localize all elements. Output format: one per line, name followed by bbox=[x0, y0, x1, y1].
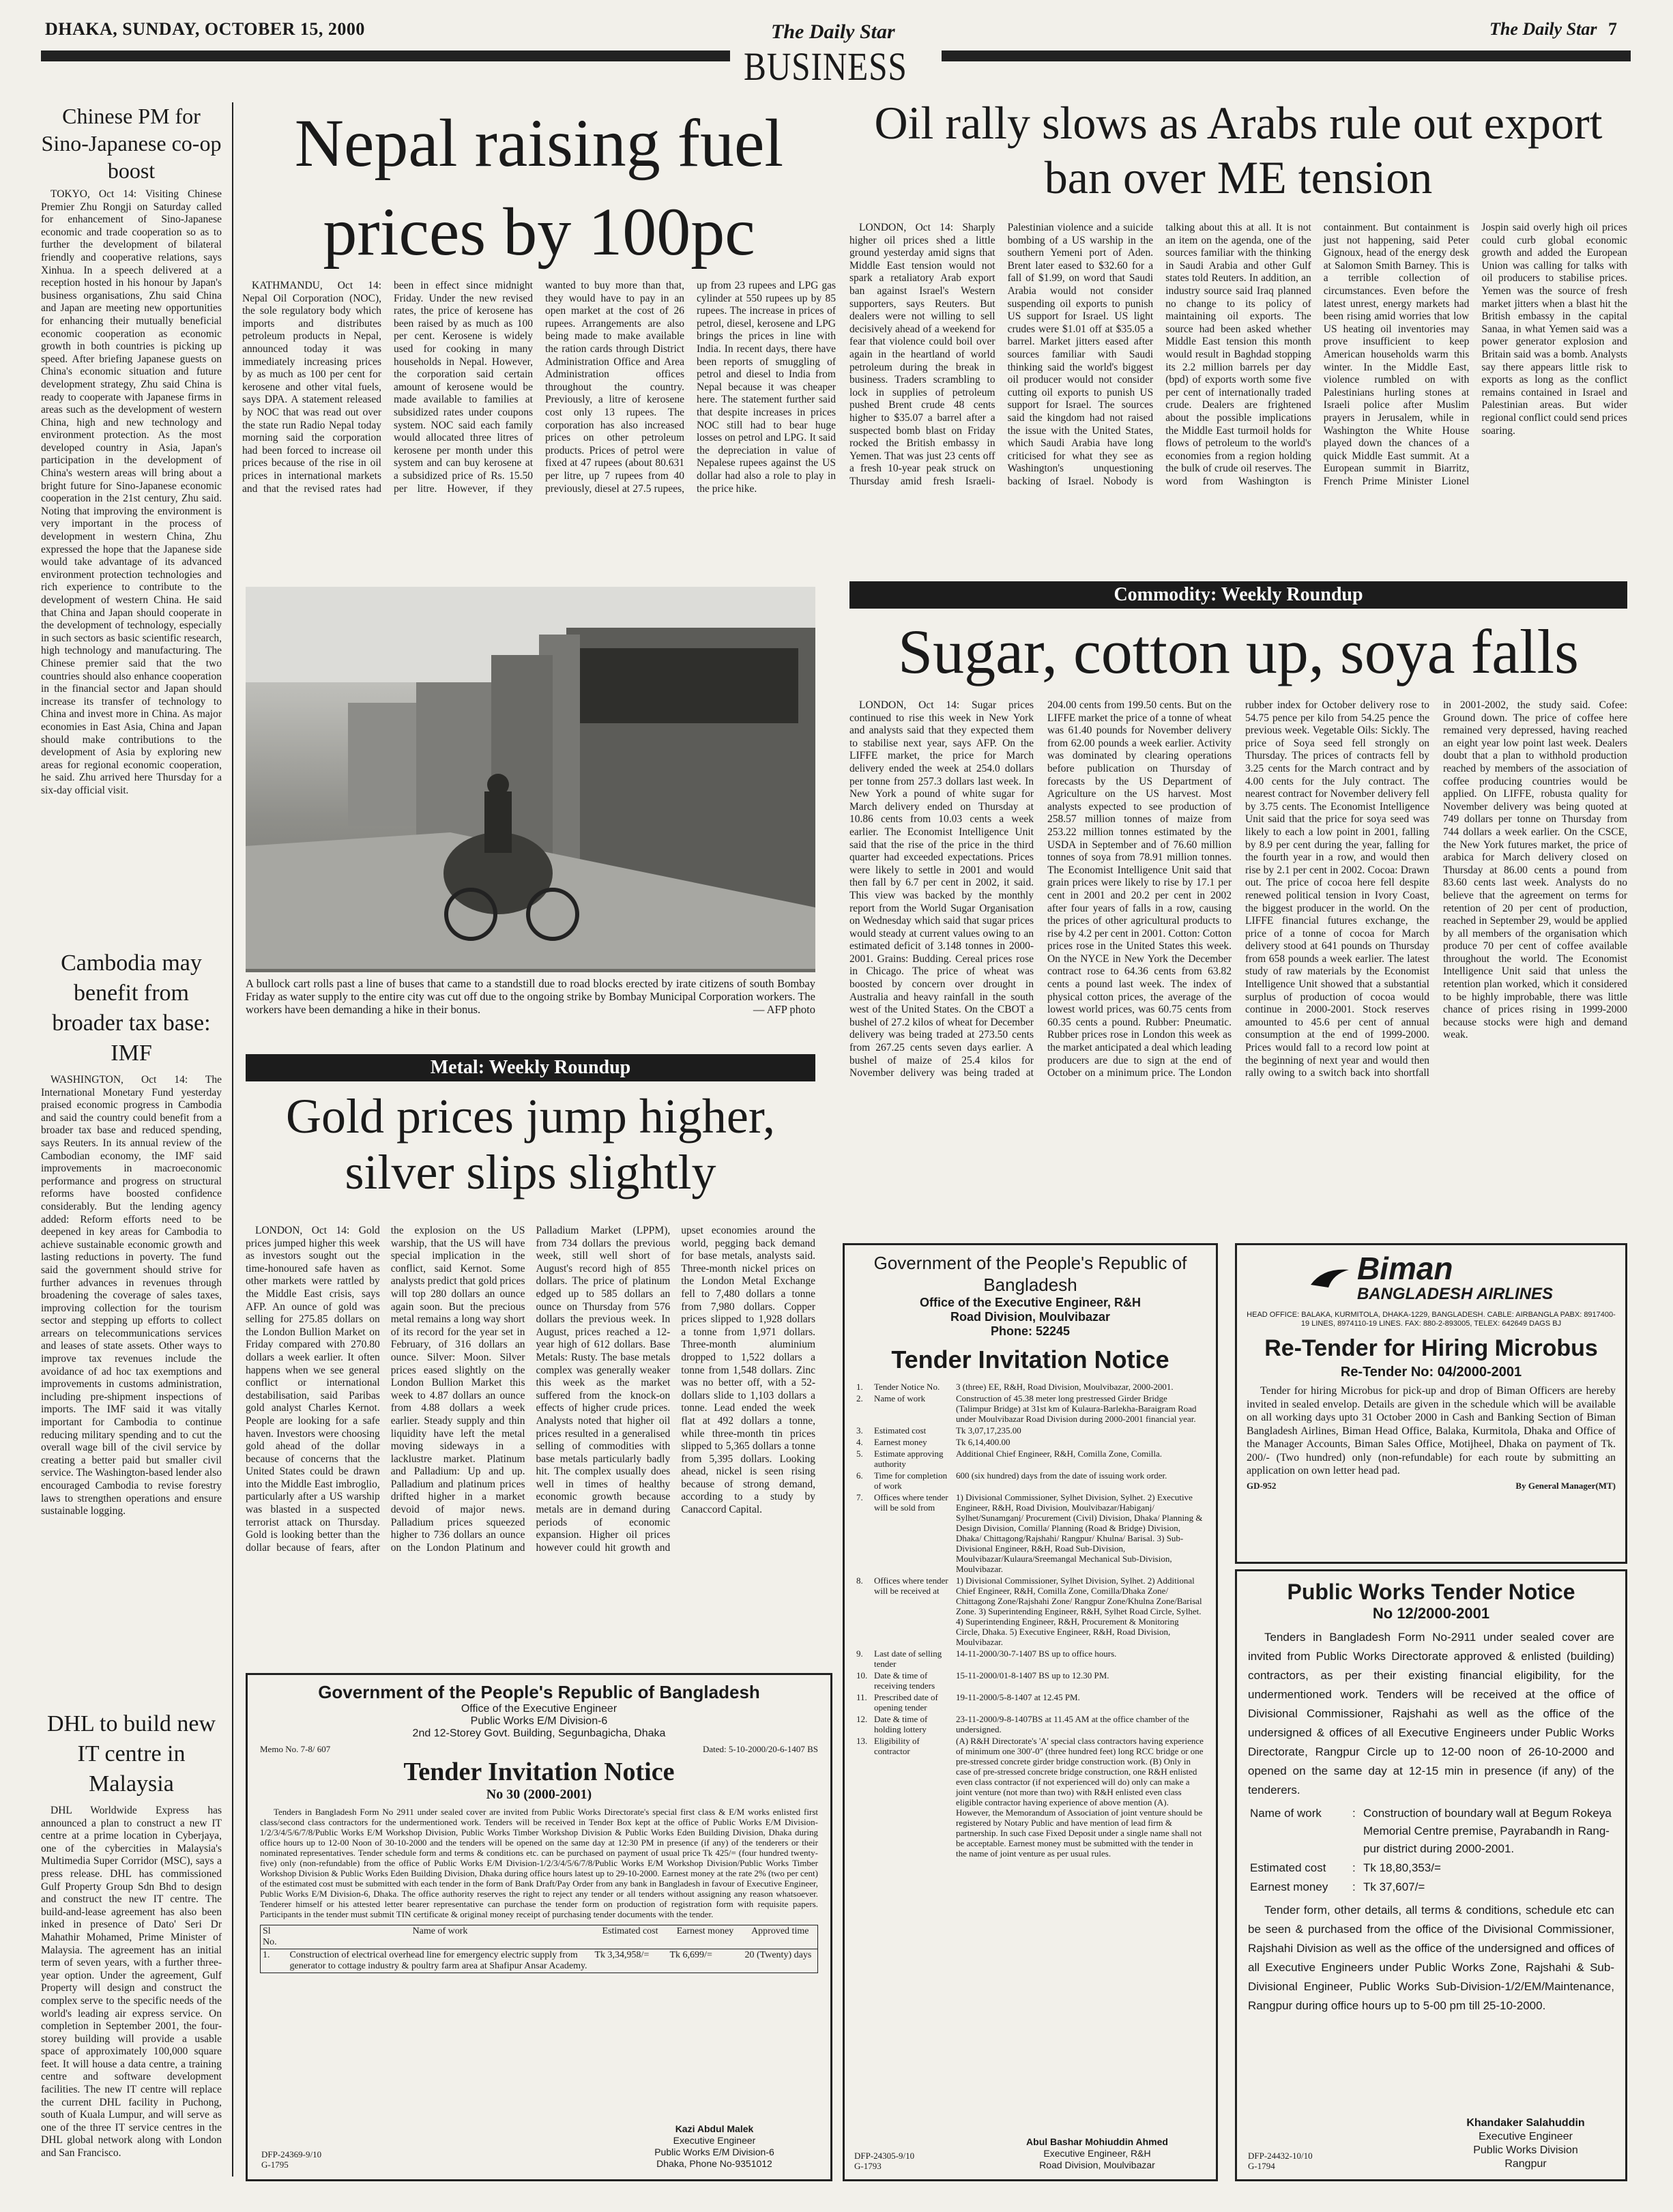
t1-number: No 30 (2000-2001) bbox=[486, 1787, 592, 1802]
t2-cell-label: Eligibility of contractor bbox=[874, 1736, 920, 1756]
pwd-cell-label: Earnest money bbox=[1250, 1880, 1328, 1893]
biman-address: HEAD OFFICE: BALAKA, KURMITOLA, DHAKA-1229, BANGLADESH. CABLE: AIRBANGLA PABX: 8917400-19 LINES, 8974110-19 LINES. FAX: 880-2-893005, TELEX: 642649 DAGS BJ bbox=[1247, 1311, 1616, 1328]
pwd-signature bbox=[1437, 2116, 1614, 2171]
t1-sign-phone: Dhaka, Phone No-9351012 bbox=[656, 2158, 772, 2169]
pwd-cell-label: Name of work bbox=[1250, 1807, 1322, 1820]
t2-cell-label: Offices where tender will be received at bbox=[874, 1575, 948, 1596]
dhl-headline: DHL to build new IT centre in Malaysia bbox=[46, 1711, 216, 1796]
t2-ref1: DFP-24305-9/10 bbox=[854, 2151, 915, 2161]
biman-footer bbox=[1247, 1481, 1616, 1491]
biman-logo bbox=[1247, 1252, 1616, 1304]
t2-cell-label: Date & time of receiving tenders bbox=[874, 1670, 935, 1691]
t2-cell-value: Construction of 45.38 meter long prestressed Girder Bridge (Talimpur Bridge) at 31st km of Kulaura-Barlekha-Baraigram Road under Moulvibazar Road Division during 2000-2001 financial year. bbox=[956, 1393, 1197, 1424]
paper-name: The Daily Star bbox=[771, 20, 895, 43]
t2-cell-value: (A) R&H Directorate's 'A' special class contractors having experience of minimum one 300'-0" (three hundred feet) long RCC bridge or one pre-stressed concrete girder bridge construction work. (B) Only in case of pre-stressed concrete bridge construction, one R&H enlisted even class contractor (if not experienced will do) only can make a joint venture (not more than two) with R&H enlisted even class eligible contractor having experience of above mention (A). However, the Memorandum of Association of joint venture should be registered by Notary Public and have mention of lead firm & partnership. In such case Fixed Deposit under a single name shall not be acceptable. Earnest money must be submitted with the tender in the name of joint venture as per usual rules. bbox=[956, 1736, 1204, 1859]
table-row bbox=[854, 1648, 1206, 1670]
biman-stork-icon bbox=[1309, 1264, 1350, 1292]
table-row bbox=[854, 1448, 1206, 1470]
t2-signer: Abul Bashar Mohiuddin Ahmed bbox=[1026, 2136, 1168, 2147]
t1-title: Tender Invitation Notice bbox=[403, 1758, 675, 1786]
china-body: TOKYO, Oct 14: Visiting Chinese Premier Zhu Rongji on Saturday called for enhancement of Sino-Japanese economic and trade cooperation so as to further the development of bilateral friendly and cooperative relations, says Xinhua. In a speech delivered at a reception hosted in his honour by Japan's business organisations, Zhu said China and Japan are meeting new opportunities for enhancing their mutually beneficial economic cooperation as economic growth in both countries is picking up speed. After briefing Japanese guests on China's economic situation and future development strategy, Zhu said China is ready to cooperate with Japanese firms in areas such as the development of western China, high and new technology and environment protection. As the most developed country in Asia, Japan's participation in the development of China's western areas will bring about a bright future for Sino-Japanese economic cooperation in the 21st century, Zhu said. Noting that improving the environment is very important in the process of development in western China, Zhu expressed the hope that the Japanese side would take advantage of its advanced environment protection technologies and rich experience to contribute to the development of western China. He said that China and Japan should cooperate in the development of technology, especially in such sectors as basic scientific research, high technology and manufacturing. The Chinese premier said that the two countries should also enhance cooperation in the financial sector and Japan should increase its transfer of technology to China and invest more in China. As major economies in East Asia, China and Japan should make contributions to the development of Asia by exploring new areas for regional economic cooperation, he said. Zhu arrived here Thursday for a six-day official visit. bbox=[41, 188, 222, 796]
table-row bbox=[854, 1691, 1206, 1713]
oil-body-wrap bbox=[849, 222, 1627, 563]
t1-cell-earnest: Tk 6,699/= bbox=[669, 1950, 712, 1960]
t2-cell-value: Tk 6,14,400.00 bbox=[956, 1437, 1010, 1447]
t1-cell-work: Construction of electrical overhead line for emergency electric supply from generator to cottage industry & poultry farm area at Shafipur Ansar Academy. bbox=[289, 1950, 587, 1971]
masthead-rule-right bbox=[942, 50, 1631, 61]
pwd-signer: Khandaker Salahuddin bbox=[1466, 2117, 1585, 2129]
t2-cell-no: 13. bbox=[856, 1736, 868, 1746]
table-row bbox=[854, 1393, 1206, 1425]
t1-sign-title: Executive Engineer bbox=[673, 2135, 756, 2146]
t2-cell-value: Tk 3,07,17,235.00 bbox=[956, 1425, 1021, 1436]
t2-ref2: G-1793 bbox=[854, 2161, 882, 2171]
pwd-table bbox=[1248, 1804, 1614, 1897]
table-row bbox=[854, 1670, 1206, 1691]
nepal-body: KATHMANDU, Oct 14: Nepal Oil Corporation (NOC), the sole regulatory body which imports and distributes petroleum products in Nepal, announced today it was immediately increasing prices by as much as 100 per cent for kerosene and other vital fuels, says DPA. A statement released by NOC that was read out over the state run Radio Nepal today morning said the corporation had been forced to increase oil prices because of the rise in oil prices in international markets and that the revised rates had been in effect since midnight Friday. Under the new revised rates, the price of kerosene has been raised by as much as 100 per cent. Kerosene is widely used for cooking in many households in Nepal. However, the corporation said certain amount of kerosene would be made available to families at subsidized rates under coupons system. NOC said each family would allocated three litres of kerosene per month under this system and can buy kerosene at a subsidized price of Rs. 15.50 per litre. However, if they wanted to buy more than that, they would have to pay in an open market at the cost of 26 rupees. Arrangements are also being made to make available the ration cards through District Administration Office and Area Administration offices throughout the country. Previously, a litre of kerosene cost only 13 rupees. The corporation has also increased prices on other petroleum products. Prices of petrol were fixed at 47 rupees (about 80.631 per litre, up 7 rupees from 40 previously, diesel at 27.5 rupees, up from 23 rupees and LPG gas cylinder at 550 rupees up by 85 rupees. The increase in prices of petrol, diesel, kerosene and LPG brings the prices in line with India. In recent days, there have been reports of smuggling of petrol and diesel to India from Nepal because it was cheaper here. The statement further said that despite increases in prices NOC still had to bear huge losses on petrol and LPG. It said the depreciation in value of Nepalese rupees against the US dollar had also a role to play in the price hike. bbox=[242, 280, 836, 495]
t2-cell-no: 4. bbox=[856, 1437, 863, 1447]
t1-office: Office of the Executive Engineer bbox=[461, 1703, 617, 1715]
t1-col-work: Name of work bbox=[412, 1926, 468, 1936]
t2-cell-no: 8. bbox=[856, 1575, 863, 1586]
pwd-ref bbox=[1248, 2151, 1313, 2171]
commodity-body: LONDON, Oct 14: Sugar prices continued to rise this week in New York and analysts said that they expected them to stabilise next year, says AFP. On the LIFFE market, the price for March delivery ended the week at 254.0 dollars per tonne from 257.3 dollars last week. In New York a pound of white sugar for March delivery ended on Thursday at 10.86 cents from 10.03 cents a week earlier. The Economist Intelligence Unit said that the rise of the price in the third quarter had exceeded expectations. Prices were likely to settle in 2001 and would then fall by 6.7 per cent in 2002, it said. This view was backed by the monthly report from the World Sugar Organisation on Wednesday which said that sugar prices would steady at current values owing to an estimated deficit of 3.148 tonnes in 2000-2001. Grains: Budding. Cereal prices rose in Chicago. The price of wheat was boosted by concern over drought in Australia and heavy rainfall in the south west of the United States. On the CBOT a bushel of 27.2 kilos of wheat for December delivery was being traded at 273.50 cents from 267.25 cents seven days earlier. A bushel of maize of 25.4 kilos for November delivery was being traded at 204.00 cents from 199.50 cents. But on the LIFFE market the price of a tonne of wheat was 61.40 pounds for November delivery from 62.00 pounds a week earlier. Activity was dominated by clearing operations before publication on Thursday of forecasts by the US Department of Agriculture on the US harvest. Most analysts expected to see production of 258.57 million tonnes of maize from 253.22 million tonnes estimated by the USDA in September and of 76.60 million tonnes of soya from 78.91 million tonnes. The Economist Intelligence Unit said that grain prices were likely to rise by 17.1 per cent in 2001 and 20.2 per cent in 2002 after four years of falls in a row, causing the prices of other agricultural products to rise by 4.2 per cent in 2001. Cotton: Cotton prices rose in the United States this week. On the NYCE in New York the December contract rose to 64.36 cents from 63.82 cents a pound last week. The index of physical cotton prices, the average of the lowest world prices, was 60.75 cents from 60.35 cents a pound. Rubber: Pneumatic. Rubber prices rose in London this week as the market anticipated a deal which leading producers are due to sign at the end of October on a minimum price. The London rubber index for October delivery rose to 54.75 pence per kilo from 54.25 pence the previous week. Vegetable Oils: Sickly. The price of Soya seed fell strongly on Thursday. The prices of contracts fell by 3.25 cents for the March contract and by 4.00 cents for the July contract. The nearest contract for November delivery fell by 3.75 cents. The Economist Intelligence Unit said that the price for soya seed was likely to each a low point in 2001, falling by 8.9 per cent during the year, falling for the fourth year in a row, and would then rise by 2.1 per cent in 2002. Cocoa: Drawn out. The price of cocoa here fell despite renewed political tension in Ivory Coast, the biggest producer in the world. On the LIFFE financial futures exchange, the price of a tonne of cocoa for March delivery stood at 641 pounds on Thursday from 658 pounds a week earlier. The latest study of raw materials by the Economist Intelligence Unit showed that a substantial surplus of production of cocoa would continue in 2000-2001. Stock reserves amounted to 45.6 per cent of annual consumption at the end of 1999-2000. Prices would fall to a record low point at the beginning of next year and would then rally owing to a switch back into shortfall in 2001-2002, the study said. Cofee: Ground down. The price of coffee here remained very depressed, having reached an eight year low point last week. Dealers doubt that a plan to withhold production reached by members of the association of coffee producing countries would be applied. On LIFFE, robusta quality for November delivery was being quoted at 749 dollars per tonne on Thursday from 744 dollars a week earlier. On the CSCE, the New York futures market, the price of arabica for March delivery closed on Thursday at 86.00 cents a pound from 83.60 cents last week. Analysts do no believe that the agreement on terms for retention of 20 per cent of production, reached in September 29, would be applied by all members of the organisation which produce 70 per cent of coffee available throughout the world. The Economist Intelligence Unit said that unless the retention plan worked, which it considered to be highly improbable, there was little chance of prices rising in 1999-2000 because stocks were high and demand weak. bbox=[849, 699, 1627, 1079]
t1-sign-office: Public Works E/M Division-6 bbox=[654, 2146, 774, 2157]
t2-cell-no: 10. bbox=[856, 1670, 868, 1680]
t2-cell-no: 9. bbox=[856, 1648, 863, 1659]
cambodia-body: WASHINGTON, Oct 14: The International Monetary Fund yesterday praised economic progress in Cambodia and said the country could benefit from a broader tax base and reduced spending, says Reuters. In its annual review of the Cambodian economy, the IMF said improvements in macroeconomic performance and progress on structural reforms have boosted confidence considerably. But the lending agency added: Reform efforts need to be deepened in key areas for Cambodia to achieve sustainable economic growth and lasting reductions in poverty. The fund said the government should strive for further advances in revenues through broadening the coverage of sales taxes, improving collection for the tourism sector and stepping up efforts to collect arrears on telecommunications services and leases of state assets. Other ways to improve tax revenues include the avoidance of ad hoc tax exemptions and improvements in customs administration, including pre-shipment inspections of imports. The IMF said it was vitally important for Cambodia to continue reducing military spending and to cut the overall wage bill of the civil service by creating a better paid but smaller civil service. The Washington-based lender also encouraged Cambodia to revise forestry laws to strengthen operations and ensure sustainable logging. bbox=[41, 1074, 222, 1517]
pwd-cell-value: Tk 18,80,353/= bbox=[1363, 1861, 1441, 1874]
t1-ref bbox=[261, 2149, 321, 2170]
biman-number: Re-Tender No: 04/2000-2001 bbox=[1340, 1365, 1522, 1380]
t2-title: Tender Invitation Notice bbox=[891, 1345, 1169, 1373]
t2-cell-label: Last date of selling tender bbox=[874, 1648, 942, 1669]
t2-cell-no: 1. bbox=[856, 1382, 863, 1392]
t2-sign-title: Executive Engineer, R&H bbox=[1043, 2148, 1151, 2159]
t2-cell-label: Estimated cost bbox=[874, 1425, 927, 1436]
t2-gov: Government of the People's Republic of Bangladesh bbox=[873, 1253, 1187, 1295]
biman-ad bbox=[1235, 1243, 1627, 1564]
t2-division: Road Division, Moulvibazar bbox=[950, 1310, 1111, 1324]
pwd-number: No 12/2000-2001 bbox=[1372, 1605, 1490, 1622]
t2-cell-value: 14-11-2000/30-7-1407 BS up to office hours. bbox=[956, 1648, 1117, 1659]
t1-body: Tenders in Bangladesh Form No 2911 under sealed cover are invited from Public Works Directorate's special first class & E/M works enlisted first class/second class contractors for the undermentioned work. Tenders will be received in Tender Box kept at the office of Public Works E/M Division-1/2/3/4/5/6/7/8/Public Works E/M Workshop Division, Public Works Timber Workshop Division & Public Works Eden Building Division, Dhaka during office hours up to 12-00 Noon of 30-10-2000 and the tenders will be opened on the same day at 12:30 PM in presence (if any) of the tenderers or their nominated representatives. Tender schedule form and terms & conditions etc. can be purchased on payment of usual price Tk 425/= (four hundred twenty-five) only (non-refundable) from the office of Public Works E/M Division-1/2/3/4/5/6/7/8/Public Works E/M Workshop Division/Public Works Timber Workshop Division & Public Works Eden Building Division, Dhaka during office hours latest up to 29-10-2000. Earnest money at the rate 2% (two per cent) of the estimated cost must be submitted with each tender in the form of Bank Draft/Pay Order from any bank in Bangladesh in favour of Executive Engineer, Public Works E/M Division-6, Dhaka. The office authority reserves the right to reject any tender or all tenders without assigning any reason whatsoever. Tenderer himself or his attested letter bearer representative can purchase the tender form on production of registration form with requisite papers. Participants in the tender must submit TIN certificate & original money receipt of purchasing tender documents with the tender. bbox=[260, 1807, 818, 1919]
table-row bbox=[854, 1470, 1206, 1491]
t1-memo: Memo No. 7-8/ 607 bbox=[260, 1744, 331, 1754]
t2-cell-value: Additional Chief Engineer, R&H, Comilla Zone, Comilla. bbox=[956, 1449, 1163, 1459]
tender-notice-em6 bbox=[246, 1673, 832, 2181]
table-row bbox=[854, 1381, 1206, 1393]
tender-notice-moulvibazar bbox=[843, 1243, 1218, 2181]
pwd-title: Public Works Tender Notice bbox=[1287, 1580, 1575, 1604]
dhl-article bbox=[41, 1709, 222, 2180]
metal-body-wrap bbox=[246, 1225, 815, 1661]
table-row bbox=[854, 1436, 1206, 1448]
masthead-right bbox=[1489, 19, 1617, 40]
t2-cell-no: 2. bbox=[856, 1393, 863, 1403]
oil-body: LONDON, Oct 14: Sharply higher oil prices shed a little ground yesterday amid signs that Middle East tension would not spark a retaliatory Arab export ban against Israel's Western supporters, says Reuters. But dealers were not willing to sell decisively ahead of a weekend for fear that violence could boil over again in the heartland of world petroleum during the break in business. Traders scrambling to lock in supplies of petroleum pushed Brent crude 48 cents higher to $35.07 a barrel after a suspected bomb blast on Friday rocked the British embassy in Yemen. That was just 23 cents off a fresh 10-year peak struck on Thursday amid fresh Israeli-Palestinian violence and a suicide bombing of a US warship in the southern Yemeni port of Aden. Brent later eased to $32.60 for a fall of $1.99, on word that Saudi Arabia would not consider suspending oil exports to punish US support for Israel. US light crudes were $1.01 off at $35.05 a barrel. Market jitters eased after sources familiar with Saudi thinking said the world's biggest oil producer would not consider cutting oil exports to punish US support for Israel. The sources said the kingdom had not raised the issue with the United States, which Saudi Arabia have long criticised for what they see as Washington's unquestioning backing of Israel. Nobody is talking about this at all. It is not an item on the agenda, one of the sources familiar with the thinking in Saudi Arabia and other Gulf states told Reuters. In addition, an industry source said Iraq planned no change to its policy of maintaining oil exports. The source had been asked whether Middle East tension this month would result in Baghdad stopping its 2.2 million barrels per day (bpd) of exports worth some five per cent of internationally traded crude. Dealers are frightened about the possible implications the Middle East turmoil holds for flows of petroleum to the world's economies from a region holding the bulk of crude oil reserves. The word from Washington is containment. But containment is just not happening, said Peter Gignoux, head of the energy desk at Salomon Smith Barney. This is a terrible collection of circumstances. Even before the latest unrest, energy markets had been rising amid worries that low US heating oil inventories may prove insufficient to keep American households warm this winter. In the Middle East, violence rumbled on with Palestinians hurling stones at Israeli police after Muslim prayers in Jerusalem, while in Washington the White House played down the chances of a quick Middle East summit. At a European summit in Biarritz, French Prime Minister Lionel Jospin said overly high oil prices could curb global economic growth and added the European Union was calling for talks with oil producers to stabilise prices. Yemen was the source of fresh market jitters when a blast hit the British embassy in the capital Sanaa, in what Yemen said was a power generator explosion and Britain said was a bomb. Analysts say there appears little risk to exports as long as the conflict remains contained in Israel and Palestinian areas. But wider regional conflict could send prices soaring. bbox=[849, 222, 1627, 487]
t2-cell-value: 3 (three) EE, R&H, Road Division, Moulvibazar, 2000-2001. bbox=[956, 1382, 1174, 1392]
page-number: 7 bbox=[1608, 19, 1617, 39]
photo-caption-text: A bullock cart rolls past a line of buses that came to a standstill due to road blocks erected by irate citizens of south Bombay Friday as water supply to the entire city was cut off due to the ongoing strike by Bombay Municipal Corporation workers. The workers have been demanding a hike in their bonus. bbox=[246, 977, 815, 1016]
t1-col-time: Approved time bbox=[751, 1926, 809, 1936]
biman-title: Re-Tender for Hiring Microbus bbox=[1264, 1335, 1598, 1361]
photo-illustration bbox=[246, 587, 815, 972]
pwd-cell-sep: : bbox=[1352, 1880, 1356, 1893]
t2-cell-label: Time for completion of work bbox=[874, 1470, 948, 1491]
t2-office: Office of the Executive Engineer, R&H bbox=[919, 1296, 1141, 1309]
table-row bbox=[1248, 1804, 1614, 1859]
dateline: DHAKA, SUNDAY, OCTOBER 15, 2000 bbox=[45, 19, 365, 39]
t1-table-header bbox=[261, 1925, 818, 1949]
t1-ref1: DFP-24369-9/10 bbox=[261, 2149, 322, 2159]
t2-cell-value: 23-11-2000/9-8-1407BS at 11.45 AM at the office chamber of the undersigned. bbox=[956, 1714, 1189, 1734]
biman-brand: Biman bbox=[1356, 1251, 1453, 1286]
table-row bbox=[854, 1425, 1206, 1436]
table-row bbox=[1248, 1859, 1614, 1878]
metal-body: LONDON, Oct 14: Gold prices jumped higher this week as investors sought out the time-honoured safe haven as other markets were rattled by the Middle East crisis, says AFP. An ounce of gold was selling for 275.85 dollars on the London Bullion Market on Friday compared with 270.80 dollars a week earlier. It often happens when we see general conflict or international destabilisation, said Paribas gold analyst Charles Kernot. People are looking for a safe haven. Investors were choosing gold ahead of the dollar because of concerns that the United States could be drawn into the Middle East imbroglio, particularly after a US warship was blasted in a suspected terrorist attack on Thursday. Gold is looking better than the dollar because of fears, after the explosion on the US warship, that the US will have special implication in the conflict, said Kernot. Some analysts predict that gold prices will top 280 dollars an ounce again soon. But the precious metal remains a long way short of its record for the year set in February, of 316 dollars an ounce. Silver: Moon. Silver prices eased slightly on the London Bullion Market this week to 4.87 dollars an ounce from 4.88 dollars a week earlier. Steady supply and thin liquidity have left the metal moving sideways in a lacklustre market. Platinum and Palladium: Up and up. Palladium and platinum prices drifted higher in a market devoid of major news. Palladium prices squeezed higher to 736 dollars an ounce on the London Platinum and Palladium Market (LPPM), from 734 dollars the previous week, still well short of August's record high of 855 dollars. The price of platinum edged up to 585 dollars an ounce on Thursday from 576 dollars the previous week. In August, prices reached a 12-year high of 612 dollars. Base Metals: Rusty. The base metals complex was generally weaker this week as the market suffered from the knock-on effects of higher crude prices. Analysts noted that higher oil prices resulted in a generalised selling of commodities with base metals particularly badly hit. The complex usually does well in times of healthy economic growth because metals are in demand during periods of economic expansion. Higher oil prices however could hit growth and upset economies around the world, pegging back demand for base metals, analysts said. Three-month nickel prices on the London Metal Exchange fell to 7,480 dollars a tonne from 7,980 dollars. Copper prices slipped to 1,928 dollars a tonne from 1,971 dollars. Three-month aluminium dropped to 1,522 dollars a tonne from 1,548 dollars. Zinc was no better off, with a 52-dollars slide to 1,103 dollars a tonne. Lead ended the week flat at 492 dollars a tonne, while three-month tin prices slipped to 5,365 dollars a tonne from 5,395 dollars. Looking ahead, nickel is seen rising because of strong demand, according to a study by Canaccord Capital. bbox=[246, 1225, 815, 1554]
pwd-body2: Tender form, other details, all terms & conditions, schedule etc can be seen & purchased from the office of the Divisional Commissioner, Rajshahi Division as well as the office of the undersigned and offices of all Executive Engineers under Public Works Zone, Rajshahi & Sub-Divisional Engineer, Public Works Sub-Division-1/2/EM/Maintenance, Rangpur during office hours up to 5-00 pm till 25-10-2000. bbox=[1248, 1904, 1614, 2012]
pwd-ref2: G-1794 bbox=[1248, 2161, 1275, 2171]
t2-cell-no: 11. bbox=[856, 1692, 867, 1702]
t2-cell-value: 19-11-2000/5-8-1407 at 12.45 PM. bbox=[956, 1692, 1080, 1702]
table-row bbox=[854, 1491, 1206, 1575]
t1-cell-sl: 1. bbox=[263, 1950, 270, 1960]
t1-table bbox=[260, 1925, 818, 1973]
pwd-notice bbox=[1235, 1569, 1627, 2181]
pwd-cell-value: Tk 37,607/= bbox=[1363, 1880, 1425, 1893]
section-name: BUSINESS bbox=[744, 44, 907, 89]
t1-signature bbox=[612, 2123, 817, 2170]
t2-cell-label: Date & time of holding lottery bbox=[874, 1714, 928, 1734]
pwd-body: Tenders in Bangladesh Form No-2911 under sealed cover are invited from Public Works Directorate approved & enlisted (building) contractors, as per their existing financial eligibility, for the undermentioned work. Tenders will be received at the office of Divisional Commissioner, Rajshahi as well as the office of the undersigned & offices of all Executive Engineers under Public Works Directorate, Rangpur Circle up to 12-00 noon of 26-10-2000 and opened on the same day at 12-15 min in presence (if any) of the tenderers. bbox=[1248, 1631, 1614, 1796]
table-row bbox=[854, 1735, 1206, 1859]
dhl-body: DHL Worldwide Express has announced a plan to construct a new IT centre at a prime location in Cyberjaya, one of the cybercities in Malaysia's Multimedia Super Corridor (MSC), says a press release. DHL has commissioned Gulf Property Group Sdn Bhd to design and construct the new IT centre. The build-and-lease agreement has also been inked in presence of Dato' Seri Dr Mahathir Mohamed, Prime Minister of Malaysia. The agreement has an initial term of seven years, with a further three-year option. Under the agreement, Gulf Property will design and construct the complex serve to the specific needs of the world's leading air express service. On completion in September 2001, the four-storey building will provide a usable space of approximately 100,000 square feet. It will house a data centre, a training centre and software development facilities. The new IT centre will replace the current DHL facility in Puchong, south of Kuala Lumpur, and will serve as one of the three IT service centres in the DHL global network along with London and San Francisco. bbox=[41, 1805, 222, 2159]
t2-cell-value: 1) Divisional Commissioner, Sylhet Division, Sylhet. 2) Executive Engineer, R&H, Road Division, Moulvibazar/Habiganj/ Sylhet/Sunamganj/ Procurement (Civil) Division, Dhaka/ Planning & Design Division, Comilla/ Planning (Road & Bridge) Division, Dhaka/ Chittagong/Rajshahi/ Rangpur/ Khulna/ Barisal. 3) Sub-Divisional Engineer, R&H, Road Sub-Division, Moulvibazar/Kulaura/Sreemangal Mechanical Sub-Division, Moulvibazar. bbox=[956, 1492, 1203, 1574]
t2-cell-value: 15-11-2000/01-8-1407 BS up to 12.30 PM. bbox=[956, 1670, 1109, 1680]
china-headline: Chinese PM for Sino-Japanese co-op boost bbox=[41, 104, 222, 183]
t1-division: Public Works E/M Division-6 bbox=[470, 1715, 608, 1727]
t2-phone: Phone: 52245 bbox=[990, 1324, 1071, 1338]
table-row bbox=[261, 1949, 818, 1973]
masthead bbox=[41, 14, 1631, 89]
t2-cell-no: 7. bbox=[856, 1492, 863, 1502]
pwd-sign-office: Public Works Division bbox=[1473, 2144, 1578, 2156]
left-column-rule bbox=[232, 102, 233, 2177]
table-row bbox=[854, 1713, 1206, 1735]
t2-cell-label: Estimate approving authority bbox=[874, 1449, 944, 1469]
pwd-cell-sep: : bbox=[1352, 1861, 1356, 1874]
t1-col-sl: Sl No. bbox=[263, 1926, 277, 1947]
commodity-headline: Sugar, cotton up, soya falls bbox=[898, 617, 1579, 686]
pwd-cell-sep: : bbox=[1352, 1807, 1356, 1820]
t1-gov: Government of the People's Republic of Bangladesh bbox=[318, 1682, 760, 1702]
t2-cell-value: 600 (six hundred) days from the date of issuing work order. bbox=[956, 1470, 1167, 1481]
pwd-sign-title: Executive Engineer bbox=[1479, 2131, 1573, 2142]
photo-caption bbox=[246, 977, 815, 1016]
t2-ref bbox=[854, 2151, 914, 2171]
cambodia-headline: Cambodia may benefit from broader tax base: IMF bbox=[52, 950, 211, 1066]
table-row bbox=[1248, 1878, 1614, 1897]
t2-table bbox=[854, 1381, 1206, 1859]
t2-cell-no: 3. bbox=[856, 1425, 863, 1436]
pwd-cell-label: Estimated cost bbox=[1250, 1861, 1326, 1874]
commodity-banner: Commodity: Weekly Roundup bbox=[849, 581, 1627, 609]
t1-memo-line bbox=[260, 1744, 818, 1754]
commodity-body-wrap bbox=[849, 699, 1627, 1228]
bombay-photo bbox=[246, 587, 815, 972]
biman-signer: By General Manager(MT) bbox=[1515, 1480, 1616, 1491]
pwd-ref1: DFP-24432-10/10 bbox=[1248, 2151, 1313, 2161]
t1-cell-cost: Tk 3,34,958/= bbox=[594, 1950, 650, 1960]
cambodia-article bbox=[41, 948, 222, 1699]
t1-ref2: G-1795 bbox=[261, 2159, 289, 2170]
photo-credit: — AFP photo bbox=[753, 1003, 815, 1016]
t1-cell-time: 20 (Twenty) days bbox=[744, 1950, 812, 1960]
t1-dated: Dated: 5-10-2000/20-6-1407 BS bbox=[703, 1744, 818, 1754]
t2-cell-no: 6. bbox=[856, 1470, 863, 1481]
oil-headline: Oil rally slows as Arabs rule out export ban over ME tension bbox=[874, 97, 1603, 203]
table-row bbox=[854, 1575, 1206, 1648]
t1-col-cost: Estimated cost bbox=[602, 1926, 658, 1936]
pwd-sign-place: Rangpur bbox=[1504, 2158, 1547, 2170]
t2-cell-label: Offices where tender will be sold from bbox=[874, 1492, 948, 1513]
t2-cell-value: 1) Divisional Commissioner, Sylhet Division, Sylhet. 2) Additional Chief Engineer, R&H, Comilla Zone, Comilla/Dhaka Zone/ Chittagong Zone/Rajshahi Zone/ Rangpur Zone/Khulna Zone/Barisal Zone. 3) Superintending Engineer, R&H, Sylhet Road Circle, Sylhet. 4) Superintending Engineer, R&H, Procurement & Monitoring Circle, Dhaka. 5) Executive Engineer, R&H, Road Division, Moulvibazar. bbox=[956, 1575, 1202, 1647]
t2-signature bbox=[988, 2136, 1206, 2171]
t1-address: 2nd 12-Storey Govt. Building, Segunbagicha, Dhaka bbox=[412, 1728, 666, 1739]
china-article bbox=[41, 102, 222, 942]
metal-headline: Gold prices jump higher, silver slips slightly bbox=[286, 1089, 775, 1199]
biman-body: Tender for hiring Microbus for pick-up and drop of Biman Officers are hereby invited in sealed envelop. Details are given in the schedule which will be available on all working days upto 31 October 2000 in Cash and Banking Section of Biman Bangladesh Airlines, Biman Head Office, Balaka, Kurmitola, Dhaka and Office of the Manager Accounts, Biman Sales Office, Motijheel, Dhaka on payment of Tk. 200/- (Two hundred) only (non-refundable) for each route by submitting an application on own letter head pad. bbox=[1247, 1385, 1616, 1476]
t2-sign-office: Road Division, Moulvibazar bbox=[1039, 2159, 1155, 2170]
paper-name-right: The Daily Star bbox=[1489, 19, 1597, 39]
t2-cell-no: 5. bbox=[856, 1449, 863, 1459]
t2-cell-label: Tender Notice No. bbox=[874, 1382, 940, 1392]
t2-cell-no: 12. bbox=[856, 1714, 868, 1724]
t2-cell-label: Name of work bbox=[874, 1393, 926, 1403]
t2-cell-label: Earnest money bbox=[874, 1437, 927, 1447]
t1-col-earnest: Earnest money bbox=[676, 1926, 734, 1936]
biman-ref: GD-952 bbox=[1247, 1480, 1277, 1491]
t1-signer: Kazi Abdul Malek bbox=[675, 2123, 754, 2134]
pwd-cell-value: Construction of boundary wall at Begum Rokeya Memorial Centre premise, Payrabandh in Rang-pur district during 2000-2001. bbox=[1363, 1807, 1612, 1855]
metal-banner: Metal: Weekly Roundup bbox=[246, 1054, 815, 1081]
biman-subbrand: BANGLADESH AIRLINES bbox=[1356, 1285, 1554, 1303]
masthead-rule-left bbox=[41, 50, 730, 61]
nepal-body-wrap bbox=[242, 280, 836, 580]
t2-cell-label: Prescribed date of opening tender bbox=[874, 1692, 938, 1713]
nepal-headline: Nepal raising fuel prices by 100pc bbox=[294, 105, 784, 270]
